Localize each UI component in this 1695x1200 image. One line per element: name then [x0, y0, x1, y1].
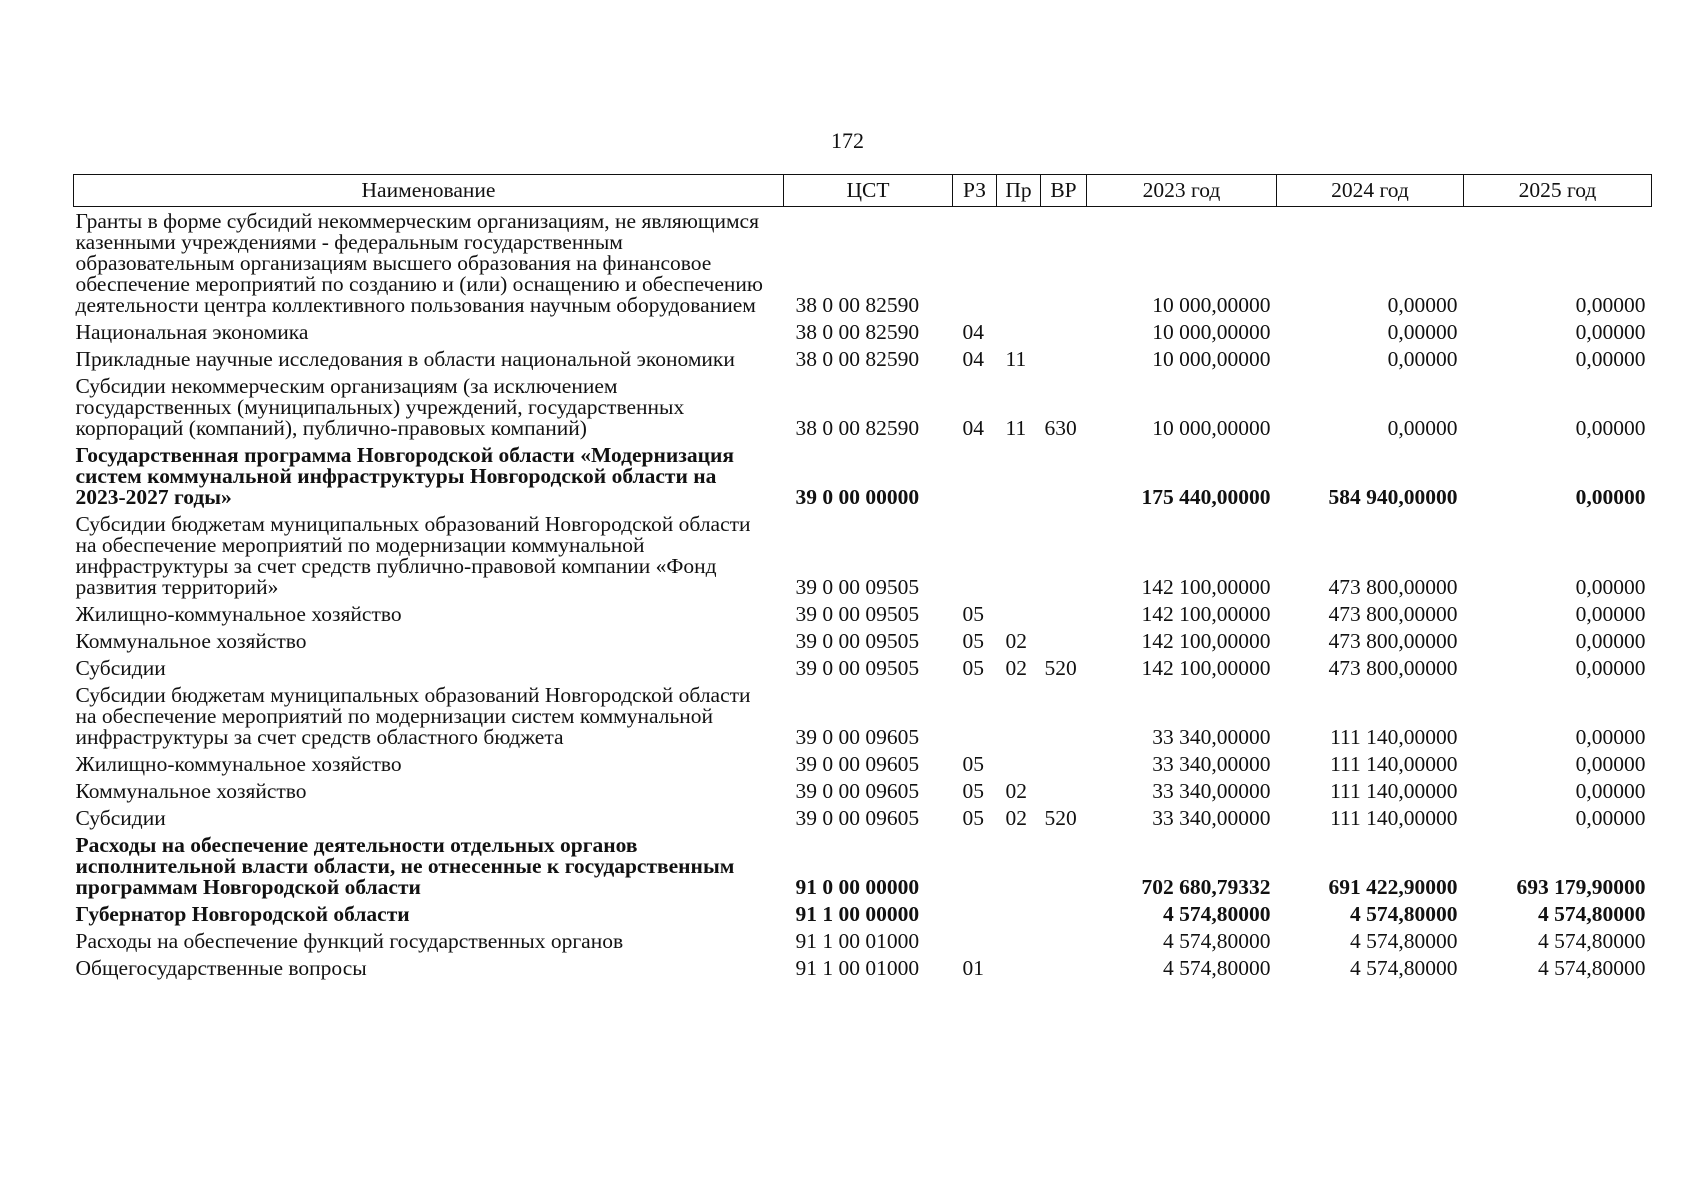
row-cst: 38 0 00 82590: [795, 320, 920, 344]
page-number: 172: [831, 128, 864, 153]
row-cst: 39 0 00 00000: [795, 485, 920, 509]
row-vr: [1041, 510, 1087, 600]
row-amount-2024: 111 140,00000: [1330, 806, 1458, 830]
row-amount-2025: 4 574,80000: [1538, 956, 1646, 980]
row-name: Государственная программа Новгородской области «Модернизация систем коммунальной инфраструктуры Новгородской области на 2023-2027 годы»: [75, 443, 735, 509]
row-pr: 02: [1005, 629, 1027, 653]
row-cst: 38 0 00 82590: [795, 293, 920, 317]
row-pr: [997, 207, 1041, 319]
row-name: Жилищно-коммунальное хозяйство: [75, 602, 402, 626]
row-name: Губернатор Новгородской области: [75, 902, 410, 926]
row-cst: 39 0 00 09605: [795, 779, 920, 803]
row-amount-2023: 10 000,00000: [1152, 416, 1271, 440]
row-pr: [997, 600, 1041, 627]
row-rz: 04: [962, 347, 984, 371]
row-cst: 39 0 00 09505: [795, 629, 920, 653]
row-rz: 04: [962, 320, 984, 344]
row-rz: [953, 681, 997, 750]
row-amount-2025: 0,00000: [1575, 320, 1646, 344]
row-name: Коммунальное хозяйство: [75, 779, 307, 803]
row-rz: 05: [962, 629, 984, 653]
row-pr: [997, 927, 1041, 954]
row-amount-2025: 0,00000: [1575, 725, 1646, 749]
row-vr: [1041, 750, 1087, 777]
row-amount-2023: 4 574,80000: [1163, 929, 1271, 953]
row-amount-2025: 0,00000: [1575, 806, 1646, 830]
row-pr: [997, 318, 1041, 345]
row-rz: 05: [962, 656, 984, 680]
row-pr: [997, 510, 1041, 600]
row-pr: 02: [1005, 779, 1027, 803]
row-pr: 11: [1005, 347, 1027, 371]
row-vr: 520: [1044, 656, 1077, 680]
row-amount-2025: 0,00000: [1575, 656, 1646, 680]
row-rz: 05: [962, 806, 984, 830]
row-name: Субсидии бюджетам муниципальных образований Новгородской области на обеспечение мероприятий по модернизации коммунальной инфраструктуры за счет средств публично-правовой компании «Фонд развития территорий»: [75, 512, 751, 599]
row-amount-2024: 473 800,00000: [1328, 575, 1458, 599]
row-name: Расходы на обеспечение деятельности отдельных органов исполнительной власти области, не отнесенные к государственным программам Новгородской области: [75, 833, 735, 899]
table-row: [74, 600, 1652, 627]
row-amount-2025: 0,00000: [1575, 293, 1646, 317]
row-amount-2025: 0,00000: [1575, 752, 1646, 776]
row-rz: 01: [962, 956, 984, 980]
row-amount-2025: 0,00000: [1575, 629, 1646, 653]
table-row: [74, 510, 1652, 600]
row-amount-2024: 111 140,00000: [1330, 752, 1458, 776]
row-amount-2024: 0,00000: [1387, 347, 1458, 371]
row-amount-2024: 473 800,00000: [1328, 656, 1458, 680]
row-name: Гранты в форме субсидий некоммерческим организациям, не являющимся казенными учреждениями - федеральным государственным образовательным организациям высшего образования на финансовое обеспечение мероприятий по созданию и (или) оснащению и обеспечению деятельности центра коллективного пользования научным оборудованием: [75, 209, 763, 317]
row-rz: [953, 927, 997, 954]
table-row: [74, 804, 1652, 831]
row-vr: [1041, 207, 1087, 319]
row-rz: 05: [962, 779, 984, 803]
row-rz: [953, 441, 997, 510]
row-amount-2023: 33 340,00000: [1152, 725, 1271, 749]
row-cst: 39 0 00 09605: [795, 806, 920, 830]
table-header: [74, 175, 1652, 207]
row-vr: [1041, 777, 1087, 804]
row-cst: 39 0 00 09605: [795, 725, 920, 749]
row-pr: [997, 954, 1041, 981]
row-vr: [1041, 927, 1087, 954]
row-name: Общегосударственные вопросы: [75, 956, 367, 980]
row-amount-2023: 702 680,79332: [1141, 875, 1271, 899]
row-amount-2023: 142 100,00000: [1141, 602, 1271, 626]
table-row: [74, 654, 1652, 681]
row-amount-2025: 0,00000: [1575, 779, 1646, 803]
row-rz: 05: [962, 752, 984, 776]
row-amount-2024: 4 574,80000: [1350, 956, 1458, 980]
row-amount-2024: 0,00000: [1387, 320, 1458, 344]
row-amount-2025: 0,00000: [1575, 602, 1646, 626]
row-amount-2023: 10 000,00000: [1152, 320, 1271, 344]
row-amount-2024: 111 140,00000: [1330, 779, 1458, 803]
row-pr: [997, 441, 1041, 510]
table-row: [74, 345, 1652, 372]
row-pr: [997, 900, 1041, 927]
row-amount-2023: 10 000,00000: [1152, 293, 1271, 317]
row-cst: 91 1 00 01000: [795, 956, 920, 980]
row-name: Расходы на обеспечение функций государственных органов: [75, 929, 624, 953]
row-pr: [997, 750, 1041, 777]
row-amount-2023: 142 100,00000: [1141, 575, 1271, 599]
row-pr: 02: [1005, 656, 1027, 680]
row-amount-2025: 693 179,90000: [1516, 875, 1646, 899]
header-2023: 2023 год: [1087, 175, 1277, 207]
row-amount-2024: 691 422,90000: [1328, 875, 1458, 899]
row-vr: 520: [1044, 806, 1077, 830]
row-name: Прикладные научные исследования в области национальной экономики: [75, 347, 735, 371]
row-rz: [953, 510, 997, 600]
row-vr: 630: [1044, 416, 1077, 440]
row-amount-2024: 4 574,80000: [1350, 929, 1458, 953]
row-amount-2025: 0,00000: [1575, 575, 1646, 599]
row-vr: [1041, 345, 1087, 372]
table-row: [74, 927, 1652, 954]
table-row: [74, 750, 1652, 777]
row-amount-2024: 584 940,00000: [1328, 485, 1458, 509]
row-amount-2023: 4 574,80000: [1163, 902, 1271, 926]
table-row: [74, 954, 1652, 981]
row-amount-2023: 33 340,00000: [1152, 752, 1271, 776]
table-body: [74, 207, 1652, 982]
row-amount-2024: 111 140,00000: [1330, 725, 1458, 749]
table-row: [74, 681, 1652, 750]
row-name: Жилищно-коммунальное хозяйство: [75, 752, 402, 776]
row-rz: [953, 831, 997, 900]
header-vr: ВР: [1041, 175, 1087, 207]
row-amount-2025: 0,00000: [1575, 347, 1646, 371]
row-vr: [1041, 681, 1087, 750]
row-cst: 38 0 00 82590: [795, 347, 920, 371]
row-amount-2023: 142 100,00000: [1141, 629, 1271, 653]
row-vr: [1041, 831, 1087, 900]
table-row: [74, 900, 1652, 927]
row-amount-2024: 473 800,00000: [1328, 602, 1458, 626]
row-cst: 38 0 00 82590: [795, 416, 920, 440]
header-2024: 2024 год: [1277, 175, 1464, 207]
row-amount-2024: 0,00000: [1387, 293, 1458, 317]
row-name: Субсидии некоммерческим организациям (за исключением государственных (муниципальных) учреждений, государственных корпораций (компаний), публично-правовых компаний): [75, 374, 685, 440]
table-row: [74, 627, 1652, 654]
row-amount-2025: 4 574,80000: [1538, 902, 1646, 926]
row-amount-2023: 4 574,80000: [1163, 956, 1271, 980]
row-cst: 39 0 00 09605: [795, 752, 920, 776]
header-cst: ЦСТ: [784, 175, 953, 207]
table-row: [74, 831, 1652, 900]
row-amount-2023: 33 340,00000: [1152, 806, 1271, 830]
row-cst: 39 0 00 09505: [795, 602, 920, 626]
row-amount-2023: 10 000,00000: [1152, 347, 1271, 371]
row-rz: 05: [962, 602, 984, 626]
table-row: [74, 318, 1652, 345]
row-cst: 39 0 00 09505: [795, 575, 920, 599]
row-cst: 91 1 00 01000: [795, 929, 920, 953]
header-2025: 2025 год: [1464, 175, 1652, 207]
row-vr: [1041, 627, 1087, 654]
header-pr: Пр: [997, 175, 1041, 207]
row-cst: 39 0 00 09505: [795, 656, 920, 680]
row-pr: [997, 831, 1041, 900]
row-cst: 91 1 00 00000: [795, 902, 920, 926]
row-rz: [953, 900, 997, 927]
row-vr: [1041, 441, 1087, 510]
row-amount-2025: 0,00000: [1575, 416, 1646, 440]
row-pr: [997, 681, 1041, 750]
row-name: Субсидии: [75, 806, 166, 830]
row-name: Коммунальное хозяйство: [75, 629, 307, 653]
row-rz: 04: [962, 416, 984, 440]
row-amount-2024: 4 574,80000: [1350, 902, 1458, 926]
row-amount-2025: 4 574,80000: [1538, 929, 1646, 953]
row-vr: [1041, 954, 1087, 981]
row-vr: [1041, 600, 1087, 627]
row-cst: 91 0 00 00000: [795, 875, 920, 899]
header-rz: РЗ: [953, 175, 997, 207]
row-rz: [953, 207, 997, 319]
header-name: Наименование: [74, 175, 784, 207]
row-name: Национальная экономика: [75, 320, 309, 344]
table-row: [74, 207, 1652, 319]
row-name: Субсидии бюджетам муниципальных образований Новгородской области на обеспечение мероприятий по модернизации систем коммунальной инфраструктуры за счет средств областного бюджета: [75, 683, 751, 749]
row-vr: [1041, 318, 1087, 345]
row-pr: 11: [1005, 416, 1027, 440]
table-row: [74, 777, 1652, 804]
row-name: Субсидии: [75, 656, 166, 680]
row-amount-2023: 33 340,00000: [1152, 779, 1271, 803]
budget-table: [73, 174, 1652, 981]
row-vr: [1041, 900, 1087, 927]
table-row: [74, 441, 1652, 510]
row-amount-2024: 473 800,00000: [1328, 629, 1458, 653]
row-amount-2025: 0,00000: [1575, 485, 1646, 509]
row-amount-2023: 175 440,00000: [1141, 485, 1271, 509]
row-amount-2024: 0,00000: [1387, 416, 1458, 440]
row-amount-2023: 142 100,00000: [1141, 656, 1271, 680]
row-pr: 02: [1005, 806, 1027, 830]
table-row: [74, 372, 1652, 441]
